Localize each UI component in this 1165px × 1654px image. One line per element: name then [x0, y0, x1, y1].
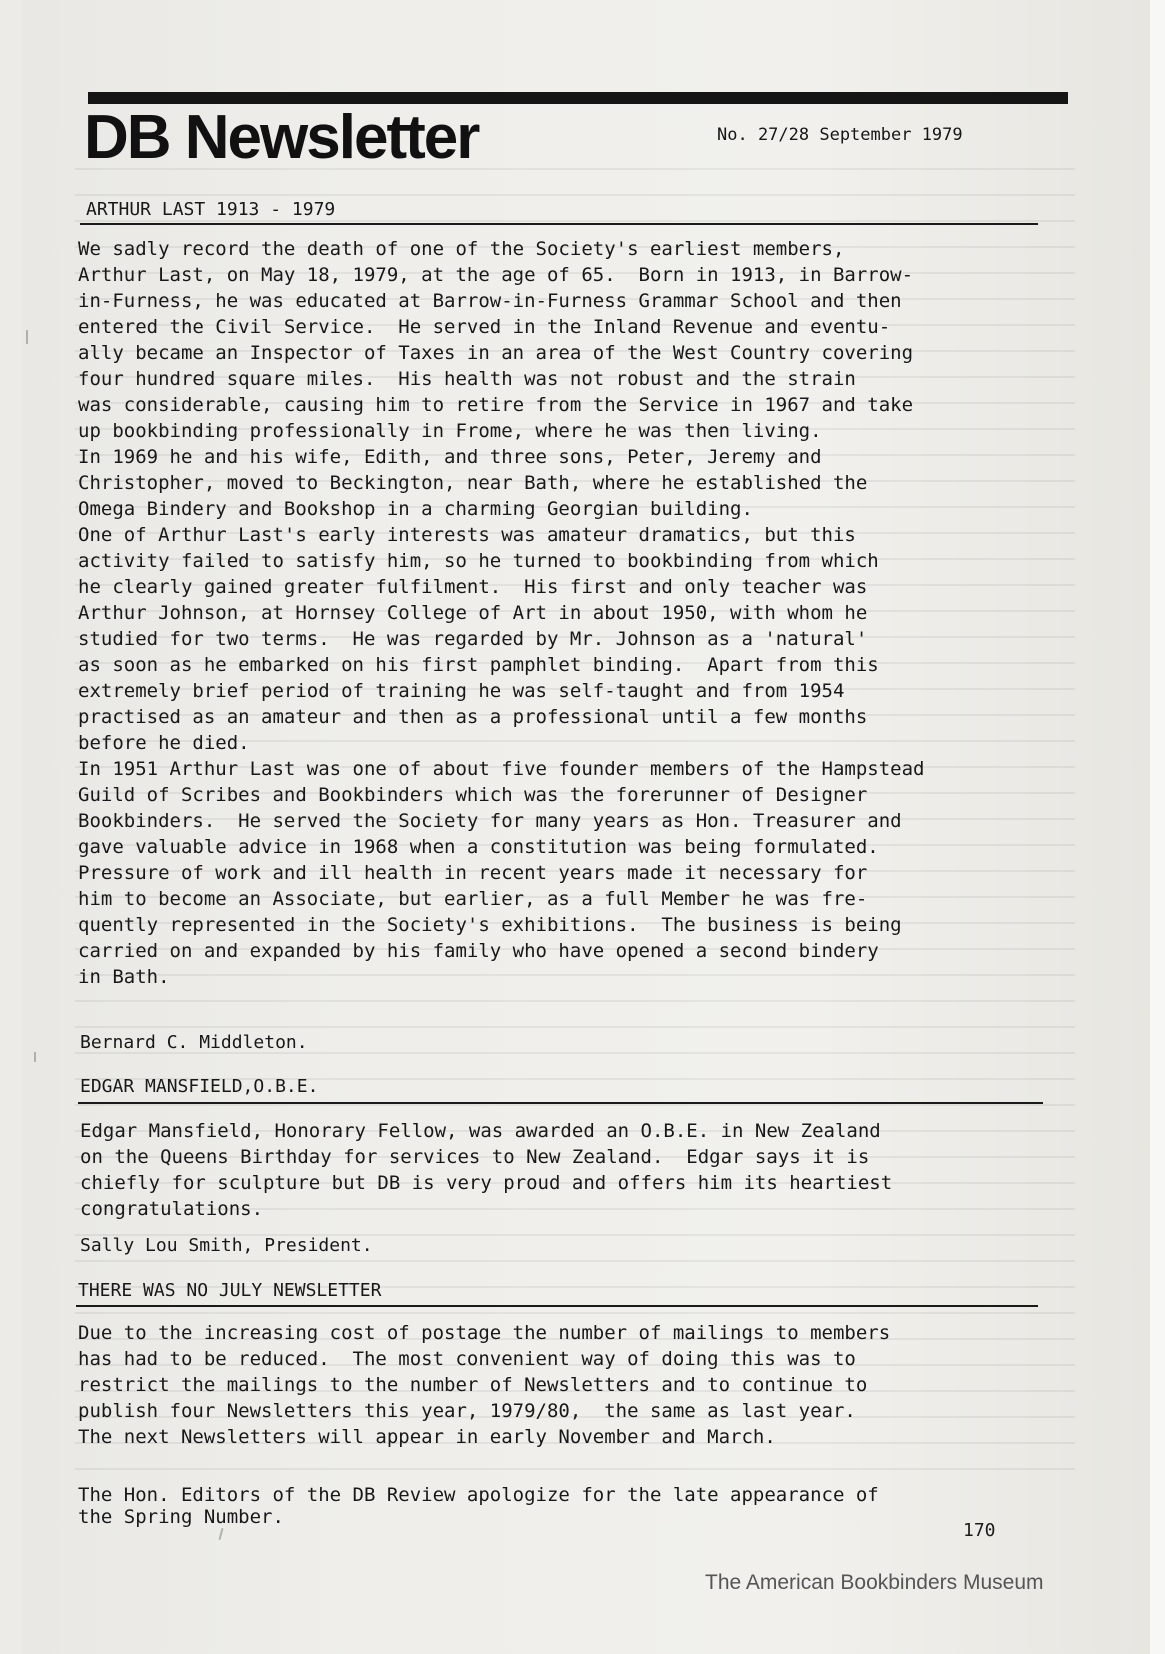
text-line: chiefly for sculpture but DB is very proud and offers him its heartiest [80, 1172, 893, 1194]
text-line: In 1951 Arthur Last was one of about five founder members of the Hampstead [78, 758, 925, 780]
text-line: quently represented in the Society's exhibitions. The business is being [78, 914, 902, 936]
edgar-mansfield-text [80, 1118, 892, 1222]
text-line: ally became an Inspector of Taxes in an area of the West Country covering [78, 342, 914, 364]
text-line: activity failed to satisfy him, so he turned to bookbinding from which [78, 550, 879, 572]
text-line: in-Furness, he was educated at Barrow-in-Furness Grammar School and then [78, 290, 902, 312]
page-edge [1150, 0, 1165, 1654]
text-line: extremely brief period of training he was self-taught and from 1954 [78, 680, 845, 702]
scan-speck [26, 330, 28, 344]
editors-apology-text [78, 1484, 879, 1528]
text-line: the Spring Number. [78, 1506, 284, 1528]
text-line: Arthur Johnson, at Hornsey College of Art in about 1950, with whom he [78, 602, 868, 624]
text-line: entered the Civil Service. He served in the Inland Revenue and eventu- [78, 316, 891, 338]
text-line: restrict the mailings to the number of Newsletters and to continue to [78, 1374, 868, 1396]
text-line: We sadly record the death of one of the Society's earliest members, [78, 238, 845, 260]
no-july-newsletter-text [78, 1320, 890, 1450]
text-line: Pressure of work and ill health in recent years made it necessary for [78, 862, 868, 884]
text-line: Edgar Mansfield, Honorary Fellow, was awarded an O.B.E. in New Zealand [80, 1120, 881, 1142]
text-line: has had to be reduced. The most convenient way of doing this was to [78, 1348, 856, 1370]
text-line: In 1969 he and his wife, Edith, and three sons, Peter, Jeremy and [78, 446, 822, 468]
museum-watermark: The American Bookbinders Museum [705, 1571, 1044, 1594]
text-line: congratulations. [80, 1198, 264, 1220]
text-line: carried on and expanded by his family who have opened a second bindery [78, 940, 879, 962]
text-line: One of Arthur Last's early interests was amateur dramatics, but this [78, 524, 856, 546]
text-line: publish four Newsletters this year, 1979/80, the same as last year. [78, 1400, 856, 1422]
text-line: Bookbinders. He served the Society for many years as Hon. Treasurer and [78, 810, 902, 832]
text-line: him to become an Associate, but earlier, as a full Member he was fre- [78, 888, 868, 910]
text-line: Guild of Scribes and Bookbinders which was the forerunner of Designer [78, 784, 868, 806]
text-line: practised as an amateur and then as a professional until a few months [78, 706, 868, 728]
text-line: four hundred square miles. His health was not robust and the strain [78, 368, 856, 390]
scan-speck [34, 1052, 36, 1062]
text-line: Arthur Last, on May 18, 1979, at the age of 65. Born in 1913, in Barrow- [78, 264, 914, 286]
no-july-newsletter-heading: THERE WAS NO JULY NEWSLETTER [78, 1280, 382, 1301]
arthur-last-text [78, 236, 924, 990]
text-line: gave valuable advice in 1968 when a constitution was being formulated. [78, 836, 879, 858]
text-line: The next Newsletters will appear in early November and March. [78, 1426, 776, 1448]
text-line: he clearly gained greater fulfilment. His first and only teacher was [78, 576, 868, 598]
newsletter-title: DB Newsletter [84, 103, 479, 172]
text-line: The Hon. Editors of the DB Review apologize for the late appearance of [78, 1484, 879, 1506]
text-line: Due to the increasing cost of postage the number of mailings to members [78, 1322, 891, 1344]
text-line: Omega Bindery and Bookshop in a charming Georgian building. [78, 498, 753, 520]
july-heading-rule [76, 1305, 1038, 1307]
arthur-last-heading: ARTHUR LAST 1913 - 1979 [86, 199, 336, 220]
text-line: studied for two terms. He was regarded by Mr. Johnson as a 'natural' [78, 628, 868, 650]
page-number: 170 [963, 1520, 996, 1541]
arthur-heading-rule [80, 223, 1038, 225]
text-line: up bookbinding professionally in Frome, where he was then living. [78, 420, 822, 442]
arthur-signature: Bernard C. Middleton. [80, 1032, 308, 1053]
edgar-mansfield-heading: EDGAR MANSFIELD,O.B.E. [80, 1076, 319, 1097]
text-line: Christopher, moved to Beckington, near Bath, where he established the [78, 472, 868, 494]
text-line: before he died. [78, 732, 250, 754]
text-line: was considerable, causing him to retire from the Service in 1967 and take [78, 394, 914, 416]
text-line: as soon as he embarked on his first pamphlet binding. Apart from this [78, 654, 879, 676]
text-line: on the Queens Birthday for services to New Zealand. Edgar says it is [80, 1146, 870, 1168]
edgar-signature: Sally Lou Smith, President. [80, 1235, 373, 1256]
edgar-heading-rule [78, 1102, 1043, 1104]
issue-label: No. 27/28 September 1979 [717, 125, 963, 145]
text-line: in Bath. [78, 966, 170, 988]
